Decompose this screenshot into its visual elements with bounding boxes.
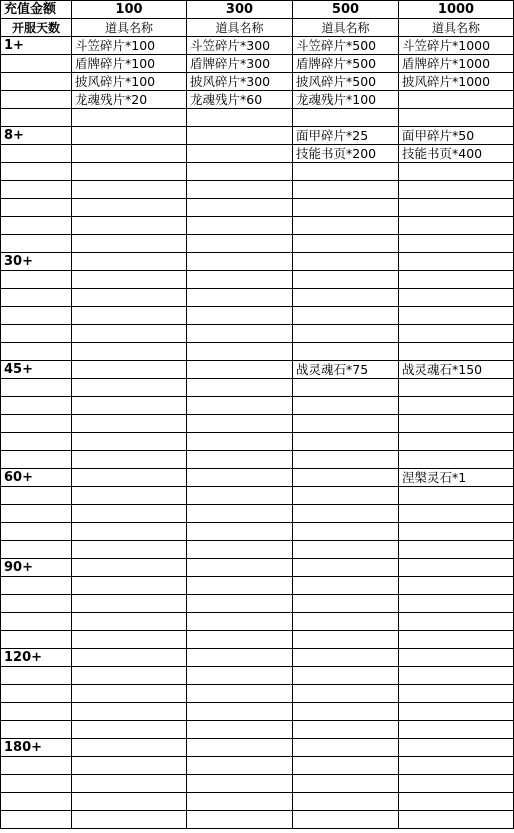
server-day-cell <box>1 793 72 811</box>
reward-item-cell <box>72 181 187 199</box>
reward-item-cell: 披风碎片*500 <box>293 73 399 91</box>
reward-item-cell <box>72 199 187 217</box>
server-day-cell <box>1 415 72 433</box>
item-name-label: 道具名称 <box>399 19 514 37</box>
reward-item-cell: 龙魂残片*20 <box>72 91 187 109</box>
reward-item-cell: 面甲碎片*50 <box>399 127 514 145</box>
reward-item-cell <box>293 451 399 469</box>
reward-item-cell <box>72 595 187 613</box>
table-row <box>1 181 514 199</box>
reward-item-cell <box>293 631 399 649</box>
server-day-cell <box>1 685 72 703</box>
reward-item-cell <box>187 199 293 217</box>
reward-item-cell <box>293 505 399 523</box>
reward-item-cell <box>187 631 293 649</box>
table-row <box>1 469 514 487</box>
reward-item-cell <box>293 289 399 307</box>
reward-item-cell <box>399 109 514 127</box>
table-row <box>1 55 514 73</box>
reward-item-cell <box>187 505 293 523</box>
reward-item-cell <box>72 271 187 289</box>
server-day-cell <box>1 757 72 775</box>
reward-item-cell <box>72 505 187 523</box>
table-row <box>1 415 514 433</box>
server-day-cell <box>1 397 72 415</box>
reward-item-cell <box>187 811 293 829</box>
reward-item-cell <box>399 649 514 667</box>
reward-item-cell <box>187 487 293 505</box>
reward-item-cell <box>399 613 514 631</box>
table-row <box>1 127 514 145</box>
reward-item-cell <box>187 721 293 739</box>
reward-item-cell <box>187 145 293 163</box>
amount-header-100: 100 <box>72 1 187 19</box>
server-day-cell <box>1 487 72 505</box>
reward-item-cell <box>293 235 399 253</box>
amount-header-500: 500 <box>293 1 399 19</box>
reward-item-cell <box>72 109 187 127</box>
reward-item-cell <box>72 361 187 379</box>
server-day-cell <box>1 811 72 829</box>
item-name-label: 道具名称 <box>293 19 399 37</box>
reward-item-cell <box>187 217 293 235</box>
reward-item-cell <box>399 631 514 649</box>
reward-item-cell <box>187 181 293 199</box>
table-row <box>1 811 514 829</box>
reward-item-cell <box>187 757 293 775</box>
table-row <box>1 91 514 109</box>
table-row <box>1 505 514 523</box>
server-day-cell <box>1 271 72 289</box>
reward-item-cell <box>187 163 293 181</box>
reward-item-cell <box>72 343 187 361</box>
reward-table-body <box>1 1 514 829</box>
reward-item-cell <box>399 685 514 703</box>
reward-item-cell <box>187 397 293 415</box>
reward-item-cell <box>187 109 293 127</box>
reward-item-cell <box>72 397 187 415</box>
header-row-amounts <box>1 1 514 19</box>
reward-item-cell <box>293 667 399 685</box>
reward-item-cell <box>399 325 514 343</box>
reward-item-cell: 盾牌碎片*300 <box>187 55 293 73</box>
reward-item-cell <box>293 775 399 793</box>
reward-item-cell <box>293 271 399 289</box>
table-row <box>1 397 514 415</box>
reward-item-cell <box>293 811 399 829</box>
server-day-cell <box>1 451 72 469</box>
server-day-cell <box>1 181 72 199</box>
reward-item-cell <box>72 703 187 721</box>
reward-item-cell <box>72 811 187 829</box>
server-day-cell <box>1 343 72 361</box>
reward-item-cell: 龙魂残片*100 <box>293 91 399 109</box>
reward-item-cell <box>293 325 399 343</box>
reward-item-cell: 龙魂残片*60 <box>187 91 293 109</box>
reward-item-cell <box>187 793 293 811</box>
server-day-cell <box>1 703 72 721</box>
reward-item-cell: 披风碎片*1000 <box>399 73 514 91</box>
item-name-label: 道具名称 <box>72 19 187 37</box>
table-row <box>1 703 514 721</box>
reward-item-cell <box>399 721 514 739</box>
reward-item-cell <box>399 541 514 559</box>
corner-server-days: 开服天数 <box>1 19 72 37</box>
reward-item-cell <box>293 595 399 613</box>
reward-item-cell: 盾牌碎片*500 <box>293 55 399 73</box>
server-day-label: 120+ <box>1 649 72 667</box>
server-day-cell <box>1 523 72 541</box>
reward-item-cell <box>72 127 187 145</box>
reward-item-cell <box>72 559 187 577</box>
reward-item-cell <box>399 757 514 775</box>
amount-header-1000: 1000 <box>399 1 514 19</box>
reward-item-cell <box>187 685 293 703</box>
reward-item-cell <box>72 307 187 325</box>
reward-item-cell <box>187 361 293 379</box>
table-row <box>1 289 514 307</box>
reward-item-cell <box>399 505 514 523</box>
reward-item-cell: 斗笠碎片*300 <box>187 37 293 55</box>
reward-item-cell <box>399 181 514 199</box>
reward-item-cell <box>399 811 514 829</box>
reward-item-cell <box>399 487 514 505</box>
reward-item-cell <box>187 541 293 559</box>
amount-header-300: 300 <box>187 1 293 19</box>
reward-item-cell <box>72 163 187 181</box>
reward-item-cell <box>399 739 514 757</box>
table-row <box>1 307 514 325</box>
reward-item-cell <box>399 595 514 613</box>
reward-item-cell <box>187 469 293 487</box>
reward-item-cell: 披风碎片*300 <box>187 73 293 91</box>
reward-item-cell <box>187 451 293 469</box>
reward-item-cell <box>399 451 514 469</box>
reward-item-cell: 技能书页*200 <box>293 145 399 163</box>
reward-item-cell: 战灵魂石*75 <box>293 361 399 379</box>
server-day-cell <box>1 613 72 631</box>
reward-item-cell <box>72 451 187 469</box>
reward-item-cell <box>187 559 293 577</box>
table-row <box>1 739 514 757</box>
table-row <box>1 73 514 91</box>
reward-item-cell <box>72 631 187 649</box>
server-day-label: 8+ <box>1 127 72 145</box>
reward-item-cell <box>72 217 187 235</box>
reward-item-cell <box>72 667 187 685</box>
table-row <box>1 541 514 559</box>
reward-item-cell <box>72 721 187 739</box>
reward-item-cell <box>293 487 399 505</box>
reward-item-cell <box>399 253 514 271</box>
reward-item-cell <box>187 415 293 433</box>
table-row <box>1 109 514 127</box>
table-row <box>1 343 514 361</box>
table-row <box>1 595 514 613</box>
reward-item-cell: 涅槃灵石*1 <box>399 469 514 487</box>
reward-item-cell <box>72 325 187 343</box>
table-row <box>1 523 514 541</box>
reward-item-cell: 面甲碎片*25 <box>293 127 399 145</box>
server-day-cell <box>1 667 72 685</box>
reward-item-cell <box>187 577 293 595</box>
reward-item-cell <box>72 523 187 541</box>
reward-item-cell <box>187 523 293 541</box>
server-day-cell <box>1 145 72 163</box>
reward-item-cell: 斗笠碎片*1000 <box>399 37 514 55</box>
reward-item-cell <box>293 109 399 127</box>
reward-item-cell <box>72 649 187 667</box>
reward-item-cell <box>72 757 187 775</box>
reward-item-cell <box>187 307 293 325</box>
reward-item-cell <box>187 433 293 451</box>
reward-item-cell <box>187 235 293 253</box>
server-day-cell <box>1 721 72 739</box>
reward-item-cell <box>72 487 187 505</box>
reward-item-cell <box>293 757 399 775</box>
reward-item-cell <box>399 775 514 793</box>
reward-item-cell <box>187 739 293 757</box>
server-day-cell <box>1 595 72 613</box>
reward-item-cell <box>187 343 293 361</box>
reward-item-cell <box>399 793 514 811</box>
server-day-label: 90+ <box>1 559 72 577</box>
server-day-cell <box>1 325 72 343</box>
table-row <box>1 487 514 505</box>
table-row <box>1 361 514 379</box>
reward-item-cell <box>293 343 399 361</box>
reward-item-cell <box>293 163 399 181</box>
server-day-cell <box>1 289 72 307</box>
reward-item-cell <box>399 289 514 307</box>
server-day-cell <box>1 55 72 73</box>
table-row <box>1 757 514 775</box>
server-day-cell <box>1 217 72 235</box>
table-row <box>1 379 514 397</box>
reward-item-cell <box>399 343 514 361</box>
table-row <box>1 451 514 469</box>
server-day-cell <box>1 235 72 253</box>
reward-item-cell <box>72 613 187 631</box>
reward-item-cell <box>187 379 293 397</box>
table-row <box>1 271 514 289</box>
reward-item-cell <box>293 559 399 577</box>
reward-item-cell: 技能书页*400 <box>399 145 514 163</box>
table-row <box>1 199 514 217</box>
reward-item-cell <box>293 469 399 487</box>
reward-item-cell <box>293 577 399 595</box>
reward-item-cell <box>187 127 293 145</box>
server-day-label: 180+ <box>1 739 72 757</box>
reward-item-cell <box>399 379 514 397</box>
reward-item-cell <box>72 739 187 757</box>
table-row <box>1 577 514 595</box>
reward-item-cell <box>293 685 399 703</box>
reward-item-cell <box>72 775 187 793</box>
server-day-cell <box>1 631 72 649</box>
reward-item-cell: 盾牌碎片*1000 <box>399 55 514 73</box>
table-row <box>1 235 514 253</box>
server-day-cell <box>1 73 72 91</box>
reward-item-cell <box>293 739 399 757</box>
reward-item-cell <box>72 379 187 397</box>
reward-item-cell <box>399 307 514 325</box>
table-row <box>1 775 514 793</box>
reward-item-cell <box>187 271 293 289</box>
reward-item-cell <box>399 559 514 577</box>
table-row <box>1 631 514 649</box>
table-row <box>1 163 514 181</box>
table-row <box>1 685 514 703</box>
reward-item-cell <box>399 271 514 289</box>
reward-item-cell <box>293 793 399 811</box>
reward-item-cell <box>399 703 514 721</box>
table-row <box>1 613 514 631</box>
reward-item-cell <box>399 415 514 433</box>
reward-item-cell <box>72 793 187 811</box>
reward-item-cell <box>293 721 399 739</box>
server-day-cell <box>1 109 72 127</box>
reward-item-cell <box>72 253 187 271</box>
reward-item-cell <box>399 217 514 235</box>
server-day-label: 30+ <box>1 253 72 271</box>
server-day-cell <box>1 163 72 181</box>
reward-item-cell <box>293 415 399 433</box>
reward-item-cell <box>72 289 187 307</box>
server-day-cell <box>1 379 72 397</box>
reward-item-cell <box>187 703 293 721</box>
reward-item-cell <box>72 145 187 163</box>
table-row <box>1 649 514 667</box>
reward-item-cell <box>187 649 293 667</box>
table-row <box>1 559 514 577</box>
reward-item-cell <box>293 199 399 217</box>
reward-item-cell: 战灵魂石*150 <box>399 361 514 379</box>
reward-item-cell <box>399 667 514 685</box>
reward-item-cell <box>293 433 399 451</box>
reward-item-cell <box>72 415 187 433</box>
reward-item-cell <box>72 235 187 253</box>
table-row <box>1 721 514 739</box>
reward-item-cell <box>72 469 187 487</box>
server-day-cell <box>1 91 72 109</box>
reward-item-cell <box>187 595 293 613</box>
table-row <box>1 325 514 343</box>
reward-item-cell <box>293 649 399 667</box>
table-row <box>1 433 514 451</box>
server-day-cell <box>1 433 72 451</box>
reward-item-cell <box>293 217 399 235</box>
header-row-labels <box>1 19 514 37</box>
reward-item-cell <box>399 235 514 253</box>
table-row <box>1 253 514 271</box>
reward-item-cell <box>187 613 293 631</box>
reward-item-cell <box>293 397 399 415</box>
server-day-label: 1+ <box>1 37 72 55</box>
server-day-cell <box>1 307 72 325</box>
reward-item-cell <box>399 199 514 217</box>
reward-item-cell <box>72 685 187 703</box>
reward-item-cell <box>187 289 293 307</box>
reward-item-cell <box>293 307 399 325</box>
reward-item-cell: 斗笠碎片*100 <box>72 37 187 55</box>
server-day-cell <box>1 577 72 595</box>
reward-item-cell <box>72 541 187 559</box>
reward-item-cell <box>399 523 514 541</box>
reward-item-cell <box>293 523 399 541</box>
table-row <box>1 37 514 55</box>
reward-item-cell <box>399 577 514 595</box>
reward-item-cell <box>293 181 399 199</box>
reward-item-cell <box>187 667 293 685</box>
server-day-label: 45+ <box>1 361 72 379</box>
item-name-label: 道具名称 <box>187 19 293 37</box>
server-day-cell <box>1 775 72 793</box>
reward-item-cell <box>293 541 399 559</box>
reward-item-cell <box>399 433 514 451</box>
reward-item-cell <box>399 397 514 415</box>
reward-item-cell <box>399 163 514 181</box>
reward-item-cell <box>187 775 293 793</box>
table-row <box>1 217 514 235</box>
reward-item-cell <box>293 613 399 631</box>
reward-item-cell <box>187 325 293 343</box>
reward-item-cell: 盾牌碎片*100 <box>72 55 187 73</box>
reward-item-cell <box>399 91 514 109</box>
corner-recharge-amount: 充值金额 <box>1 1 72 19</box>
reward-item-cell <box>293 703 399 721</box>
reward-item-cell: 披风碎片*100 <box>72 73 187 91</box>
reward-item-cell: 斗笠碎片*500 <box>293 37 399 55</box>
table-row <box>1 145 514 163</box>
server-day-cell <box>1 541 72 559</box>
reward-item-cell <box>293 379 399 397</box>
reward-item-cell <box>72 577 187 595</box>
server-day-cell <box>1 199 72 217</box>
table-row <box>1 793 514 811</box>
server-day-cell <box>1 505 72 523</box>
reward-item-cell <box>72 433 187 451</box>
reward-item-cell <box>187 253 293 271</box>
table-row <box>1 667 514 685</box>
server-day-label: 60+ <box>1 469 72 487</box>
reward-item-cell <box>293 253 399 271</box>
